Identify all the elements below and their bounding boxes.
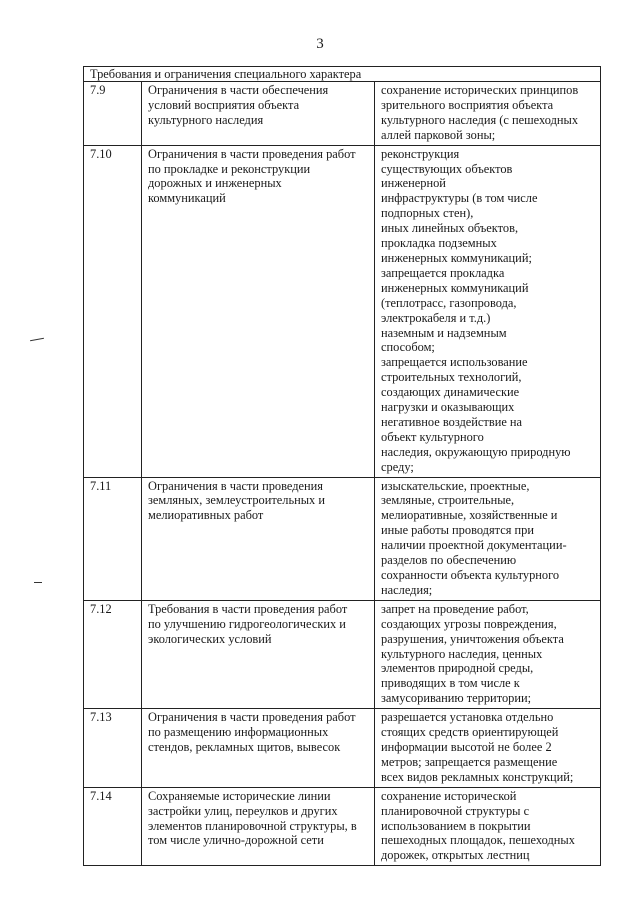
content-line: создающих угрозы повреждения, [381, 616, 557, 631]
row-content [375, 82, 601, 146]
content-line: существующих объектов [381, 161, 513, 176]
content-line: разрушения, уничтожения объекта [381, 631, 564, 646]
content-line: сохранение исторической [381, 788, 517, 803]
content-line: наличии проектной документации- [381, 538, 567, 553]
content-line: электрокабеля и т.д.) [381, 310, 491, 325]
content-line: (теплотрасс, газопровода, [381, 295, 517, 310]
row-content [375, 477, 601, 600]
title-line: культурного наследия [148, 112, 264, 127]
content-line: способом; [381, 340, 435, 355]
content-line: реконструкция [381, 146, 460, 161]
content-line: мелиоративные, хозяйственные и [381, 508, 558, 523]
content-line: изыскательские, проектные, [381, 478, 530, 493]
table-row [84, 600, 601, 708]
content-line: замусориванию территории; [381, 691, 532, 706]
content-line: запрещается прокладка [381, 265, 505, 280]
content-line: наземным и надземным [381, 325, 507, 340]
content-line: сохранности объекта культурного [381, 568, 560, 582]
content-line: разрешается установка отдельно [381, 710, 554, 725]
content-line: инженерной [381, 176, 446, 191]
content-line: запрещается использование [381, 355, 528, 370]
content-line: негативное воздействие на [381, 414, 523, 429]
title-line: условий восприятия объекта [148, 97, 300, 112]
table-row [84, 145, 601, 477]
title-line: экологических условий [148, 631, 272, 646]
content-line: инженерных коммуникаций; [381, 250, 532, 265]
title-line: Требования в части проведения работ [148, 601, 348, 616]
content-line: инфраструктуры (в том числе [381, 191, 538, 206]
title-line: Ограничения в части проведения [148, 478, 323, 493]
page-number: 3 [316, 36, 324, 52]
row-title [142, 709, 375, 788]
title-line: элементов планировочной структуры, в [148, 818, 357, 833]
title-line: по прокладке и реконструкции [148, 161, 311, 176]
row-title [142, 600, 375, 708]
content-line: использованием в покрытии [381, 818, 531, 833]
content-line: информации высотой не более 2 [381, 739, 552, 754]
title-line: Ограничения в части обеспечения [148, 83, 329, 97]
content-line: наследия, окружающую природную [381, 444, 571, 459]
content-line: всех видов рекламных конструкций; [381, 769, 574, 784]
title-line: по размещению информационных [148, 725, 329, 740]
row-number: 7.13 [84, 709, 142, 788]
content-line: земляные, строительные, [381, 493, 515, 508]
content-line: инженерных коммуникаций [381, 280, 529, 295]
row-title [142, 82, 375, 146]
margin-pen-mark [34, 582, 42, 583]
content-line: создающих динамические [381, 385, 520, 400]
content-line: строительных технологий, [381, 370, 522, 385]
row-number: 7.14 [84, 787, 142, 866]
table-header-row [84, 67, 601, 82]
row-number: 7.12 [84, 600, 142, 708]
table-row [84, 709, 601, 788]
table-row [84, 477, 601, 600]
title-line: застройки улиц, переулков и других [148, 803, 338, 818]
content-line: аллей парковой зоны; [381, 127, 496, 142]
title-line: Ограничения в части проведения работ [148, 710, 356, 725]
row-title [142, 477, 375, 600]
content-line: зрительного восприятия объекта [381, 97, 554, 112]
row-number: 7.10 [84, 145, 142, 477]
content-line: разделов по обеспечению [381, 553, 517, 568]
content-line: стоящих средств ориентирующей [381, 725, 559, 740]
content-line: иных линейных объектов, [381, 221, 519, 236]
title-line: Сохраняемые исторические линии [148, 788, 331, 803]
title-line: земляных, землеустроительных и [148, 493, 325, 508]
content-line: планировочной структуры с [381, 803, 530, 818]
title-line: дорожных и инженерных [148, 176, 282, 191]
content-line: объект культурного [381, 429, 484, 444]
table-header: Требования и ограничения специального характера [84, 67, 601, 82]
row-content [375, 787, 601, 866]
title-line: коммуникаций [148, 191, 226, 206]
row-number: 7.9 [84, 82, 142, 146]
content-line: прокладка подземных [381, 236, 497, 251]
content-line: нагрузки и оказывающих [381, 400, 515, 415]
table-row [84, 82, 601, 146]
content-line: наследия; [381, 582, 433, 597]
content-line: метров; запрещается размещение [381, 754, 558, 769]
row-title [142, 787, 375, 866]
row-title [142, 145, 375, 477]
title-line: по улучшению гидрогеологических и [148, 616, 346, 631]
title-line: стендов, рекламных щитов, вывесок [148, 739, 341, 754]
content-line: культурного наследия (с пешеходных [381, 112, 579, 127]
title-line: Ограничения в части проведения работ [148, 146, 356, 161]
row-content [375, 709, 601, 788]
content-line: среду; [381, 459, 414, 474]
row-content [375, 145, 601, 477]
content-line: элементов природной среды, [381, 661, 534, 676]
content-line: дорожек, открытых лестниц [381, 848, 530, 863]
content-line: культурного наследия, ценных [381, 646, 543, 661]
content-line: подпорных стен), [381, 206, 474, 221]
table-row [84, 787, 601, 866]
row-number: 7.11 [84, 477, 142, 600]
content-line: иные работы проводятся при [381, 523, 535, 538]
content-line: приводящих в том числе к [381, 676, 520, 691]
title-line: мелиоративных работ [148, 508, 264, 523]
content-line: сохранение исторических принципов [381, 83, 579, 97]
content-line: запрет на проведение работ, [381, 601, 529, 616]
margin-pen-mark [30, 338, 44, 341]
title-line: том числе улично-дорожной сети [148, 833, 324, 848]
row-content [375, 600, 601, 708]
requirements-table [83, 66, 601, 866]
content-line: пешеходных площадок, пешеходных [381, 833, 575, 848]
